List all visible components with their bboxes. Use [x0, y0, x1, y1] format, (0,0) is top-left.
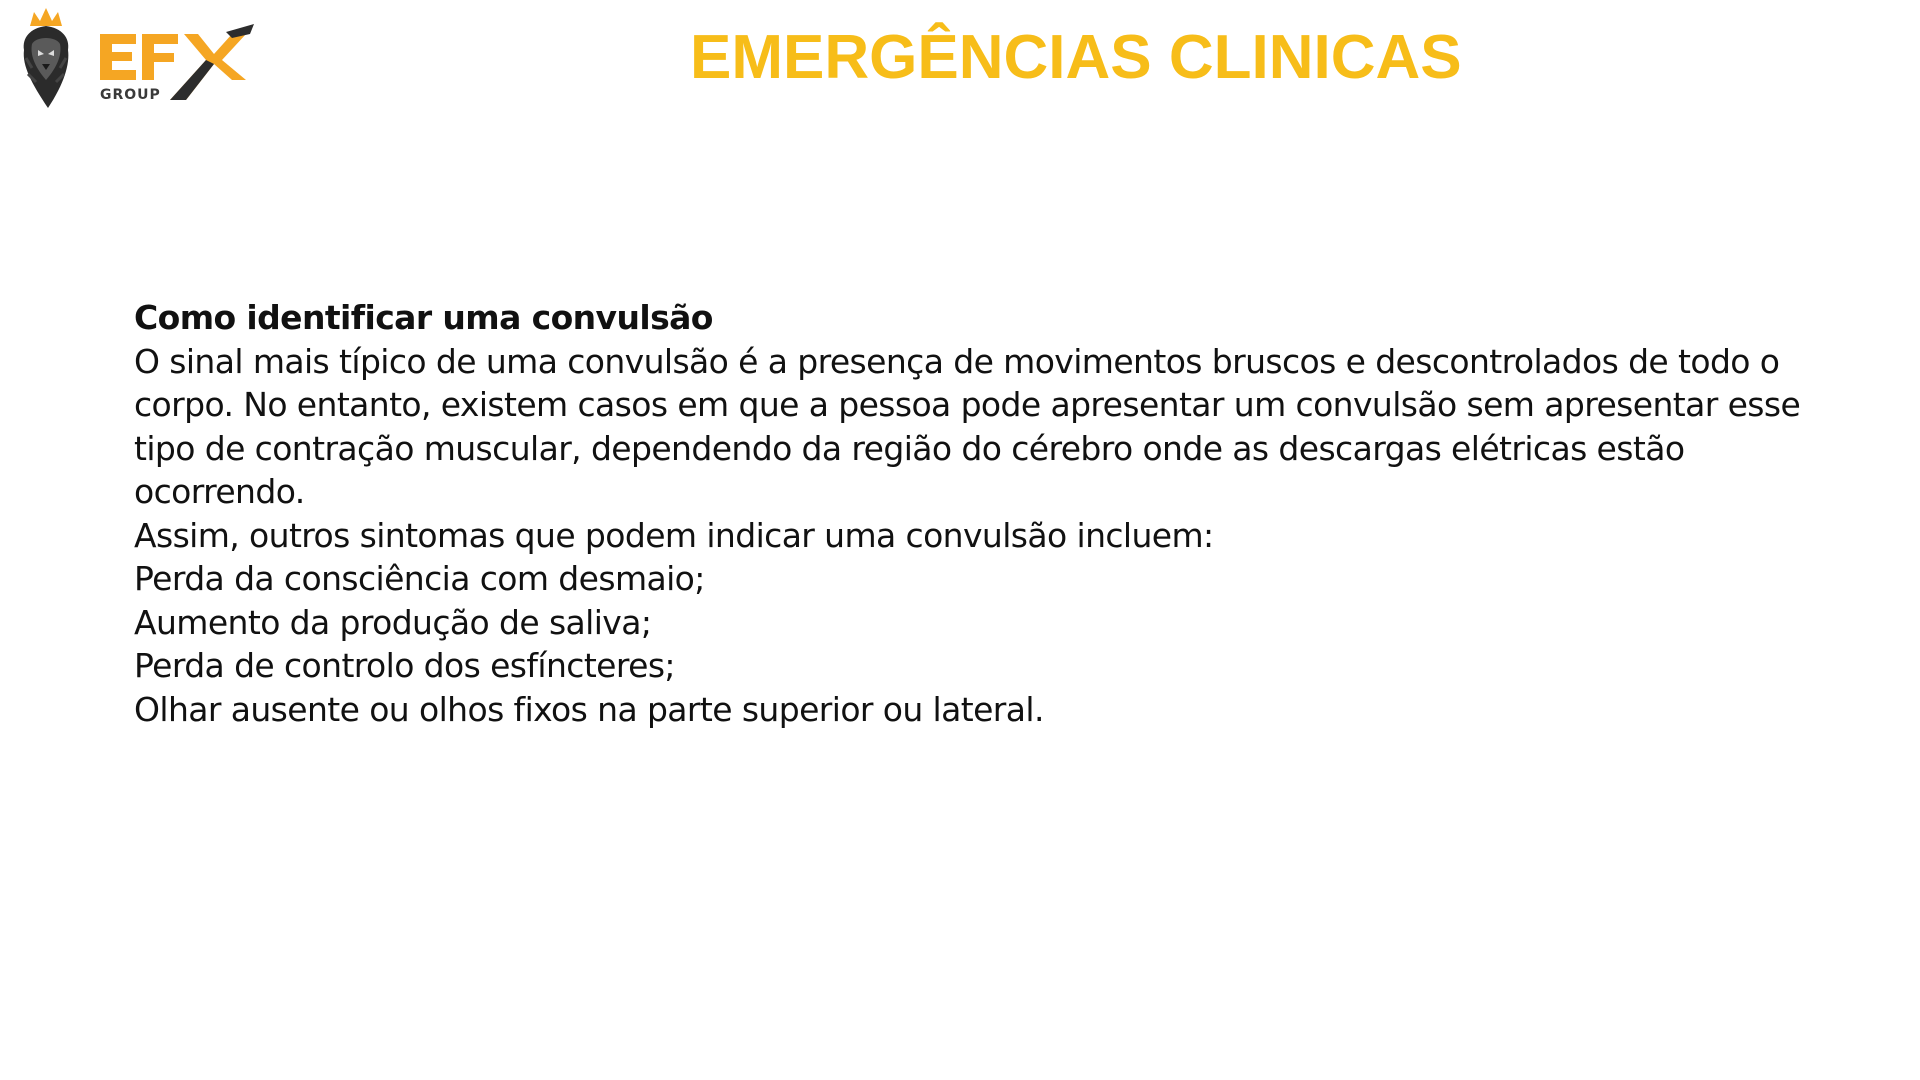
symptom-item: Olhar ausente ou olhos fixos na parte superior ou lateral. — [134, 689, 1044, 729]
symptom-item: Perda de controlo dos esfíncteres; — [134, 646, 675, 685]
symptom-item: Aumento da produção de saliva; — [134, 602, 652, 642]
content-block — [134, 296, 1814, 731]
symptoms-intro: Assim, outros sintomas que podem indicar uma convulsão incluem: — [134, 515, 1214, 555]
section-paragraph: O sinal mais típico de uma convulsão é a presença de movimentos bruscos e descontrolados de todo o corpo. No entanto, existem casos em que a pessoa pode apresentar um convulsão sem apresentar esse tipo de contração muscular, dependendo da região do cérebro onde as descargas elétricas estão ocorrendo. — [134, 341, 1801, 511]
page-title: EMERGÊNCIAS CLINICAS — [690, 23, 1462, 92]
logo-group-text: GROUP — [100, 87, 161, 103]
symptom-item: Perda da consciência com desmaio; — [134, 559, 705, 598]
section-heading: Como identificar uma convulsão — [134, 298, 713, 337]
